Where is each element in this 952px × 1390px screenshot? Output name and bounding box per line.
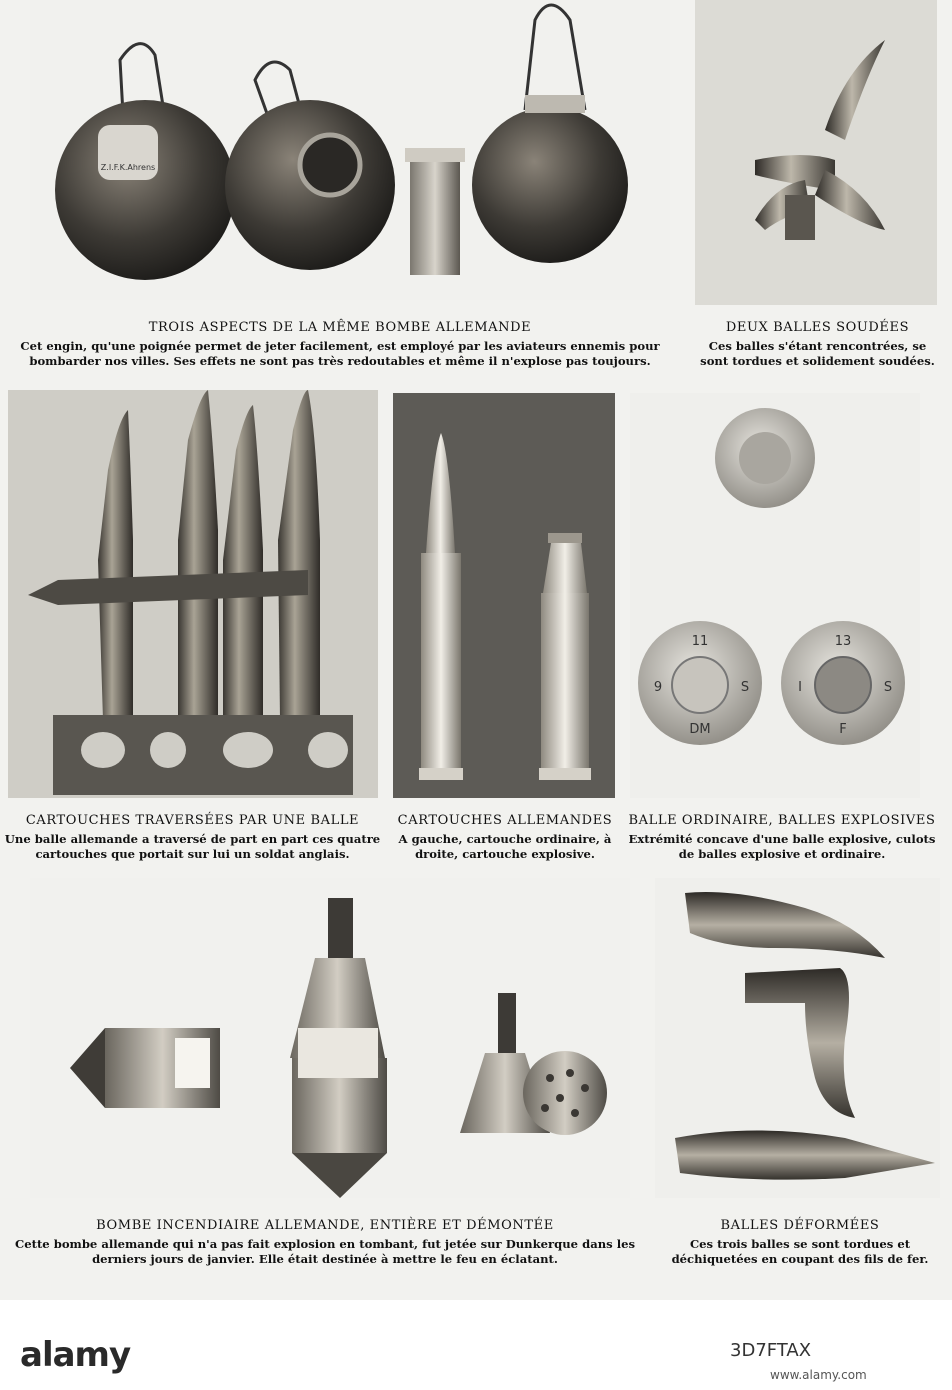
alamy-logo: alamy	[20, 1335, 131, 1375]
caption-text: Ces trois balles se sont tordues et déchiquetées en coupant des fils de fer.	[671, 1237, 929, 1266]
caption-text: Cette bombe allemande qui n'a pas fait explosion en tombant, fut jetée sur Dunkerque dans les derniers jours de janvier. Elle était destinée à mettre le feu en éclatant.	[14, 1237, 636, 1266]
caption-german-bomb	[0, 320, 680, 369]
base-mark-s: S	[883, 680, 893, 695]
bomb-label-text: Z.I.F.K.Ahrens	[100, 163, 156, 172]
photo-deformed-bullets	[655, 878, 940, 1198]
image-id: 3D7FTAX	[730, 1340, 812, 1361]
caption-text: Ces balles s'étant rencontrées, se sont tordues et solidement soudées.	[700, 339, 935, 368]
base-mark-i: I	[798, 680, 802, 695]
photo-german-bomb	[30, 0, 670, 300]
watermark-url: www.alamy.com	[770, 1368, 867, 1382]
caption-pierced-cartridges	[0, 813, 385, 862]
photo-pierced-cartridges	[8, 390, 378, 798]
photo-welded-bullets	[695, 0, 937, 305]
caption-welded-bullets	[695, 320, 940, 369]
caption-title: DEUX BALLES SOUDÉES	[725, 320, 910, 335]
photo-bullet-bases	[630, 393, 920, 798]
caption-title: TROIS ASPECTS DE LA MÊME BOMBE ALLEMANDE	[148, 320, 532, 335]
caption-title: BOMBE INCENDIAIRE ALLEMANDE, ENTIÈRE ET DÉMONTÉE	[96, 1218, 554, 1233]
base-mark-dm: DM	[689, 722, 711, 737]
caption-title: BALLES DÉFORMÉES	[720, 1218, 880, 1233]
caption-title: CARTOUCHES TRAVERSÉES PAR UNE BALLE	[25, 813, 360, 828]
base-mark-s: S	[740, 680, 750, 695]
base-mark-11: 11	[691, 634, 709, 649]
base-mark-f: F	[839, 722, 847, 737]
caption-title: BALLE ORDINAIRE, BALLES EXPLOSIVES	[628, 813, 936, 828]
caption-text: Cet engin, qu'une poignée permet de jeter facilement, est employé par les aviateurs ennemis pour bombarder nos villes. Ses effets ne sont pas très redoutables et même il n'explose pas toujours.	[20, 339, 660, 368]
caption-title: CARTOUCHES ALLEMANDES	[397, 813, 613, 828]
caption-text: Une balle allemande a traversé de part en part ces quatre cartouches que portait sur lui un soldat anglais.	[4, 832, 381, 861]
caption-german-cartridges	[392, 813, 618, 862]
caption-text: A gauche, cartouche ordinaire, à droite, cartouche explosive.	[398, 832, 612, 861]
caption-text: Extrémité concave d'une balle explosive, culots de balles explosive et ordinaire.	[628, 832, 936, 861]
caption-deformed-bullets	[660, 1218, 940, 1267]
photo-german-cartridges	[393, 393, 615, 798]
caption-bullet-bases	[622, 813, 942, 862]
photo-incendiary-bomb	[30, 878, 630, 1198]
base-mark-13: 13	[834, 634, 852, 649]
base-mark-9: 9	[653, 680, 663, 695]
caption-incendiary-bomb	[0, 1218, 650, 1267]
